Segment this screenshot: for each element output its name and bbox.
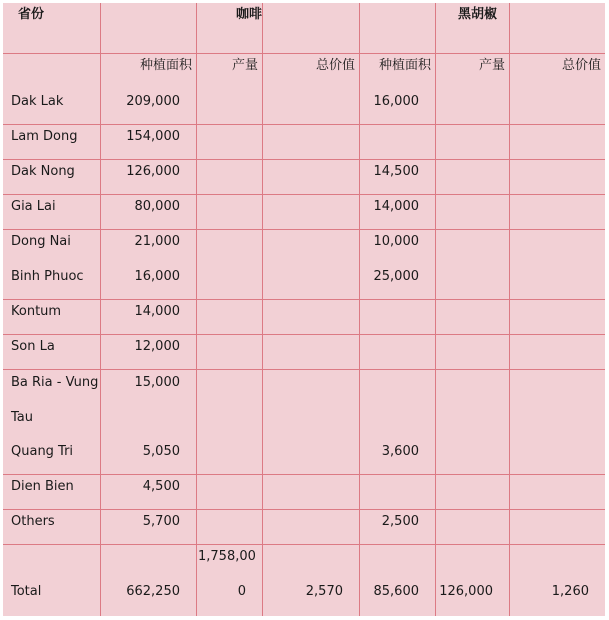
- province-name: Others: [11, 514, 55, 529]
- subheader-cell: 产量: [478, 58, 505, 73]
- cell-c-area: 15,000: [134, 375, 180, 390]
- province-name: Gia Lai: [11, 199, 56, 214]
- province-name: Ba Ria - Vung: [11, 375, 99, 390]
- grid-hline: [3, 159, 605, 160]
- province-name: Lam Dong: [11, 129, 78, 144]
- header-coffee: 咖啡: [235, 7, 262, 22]
- cell-c-area: 14,000: [134, 304, 180, 319]
- province-name: Dong Nai: [11, 234, 71, 249]
- total-coffee-area: 662,250: [126, 584, 180, 599]
- grid-hline: [3, 229, 605, 230]
- province-name: Kontum: [11, 304, 62, 319]
- grid-vline: [359, 3, 360, 616]
- province-name: Dak Lak: [11, 94, 64, 109]
- grid-hline: [3, 53, 605, 54]
- total-pepper-value: 1,260: [551, 584, 589, 599]
- cell-c-area: 154,000: [126, 129, 180, 144]
- grid-hline: [3, 124, 605, 125]
- subheader-cell: 总价值: [315, 58, 355, 73]
- total-coffee-output-line2: 0: [237, 584, 246, 599]
- cell-p-area: 2,500: [381, 514, 419, 529]
- grid-vline: [100, 3, 101, 616]
- grid-hline: [3, 474, 605, 475]
- cell-p-area: 3,600: [381, 444, 419, 459]
- grid-vline: [262, 3, 263, 616]
- header-province: 省份: [18, 7, 45, 22]
- cell-c-area: 80,000: [134, 199, 180, 214]
- grid-vline: [196, 3, 197, 616]
- province-name: Quang Tri: [11, 444, 74, 459]
- cell-p-area: 10,000: [373, 234, 419, 249]
- total-pepper-output: 126,000: [439, 584, 493, 599]
- header-pepper: 黑胡椒: [457, 7, 497, 22]
- grid-hline: [3, 544, 605, 545]
- subheader-cell: 种植面积: [139, 58, 192, 73]
- province-name: Dak Nong: [11, 164, 75, 179]
- cell-c-area: 12,000: [134, 339, 180, 354]
- grid-hline: [3, 334, 605, 335]
- cell-c-area: 126,000: [126, 164, 180, 179]
- grid-hline: [3, 509, 605, 510]
- subheader-cell: 种植面积: [378, 58, 431, 73]
- cell-c-area: 4,500: [142, 479, 180, 494]
- total-label: Total: [11, 584, 42, 599]
- cell-c-area: 21,000: [134, 234, 180, 249]
- province-name: Son La: [11, 339, 55, 354]
- total-coffee-output-line1: 1,758,00: [198, 549, 256, 564]
- grid-hline: [3, 194, 605, 195]
- subheader-cell: 产量: [231, 58, 258, 73]
- cell-p-area: 16,000: [373, 94, 419, 109]
- subheader-cell: 总价值: [561, 58, 601, 73]
- cell-p-area: 14,000: [373, 199, 419, 214]
- province-name-cont: Tau: [11, 410, 33, 425]
- cell-c-area: 209,000: [126, 94, 180, 109]
- province-name: Binh Phuoc: [11, 269, 84, 284]
- cell-c-area: 5,050: [142, 444, 180, 459]
- cell-p-area: 25,000: [373, 269, 419, 284]
- grid-vline: [509, 3, 510, 616]
- province-name: Dien Bien: [11, 479, 74, 494]
- data-table: [3, 3, 605, 616]
- cell-c-area: 5,700: [142, 514, 180, 529]
- total-coffee-value: 2,570: [305, 584, 343, 599]
- total-pepper-area: 85,600: [373, 584, 419, 599]
- grid-hline: [3, 299, 605, 300]
- grid-vline: [435, 3, 436, 616]
- grid-hline: [3, 369, 605, 370]
- cell-c-area: 16,000: [134, 269, 180, 284]
- cell-p-area: 14,500: [373, 164, 419, 179]
